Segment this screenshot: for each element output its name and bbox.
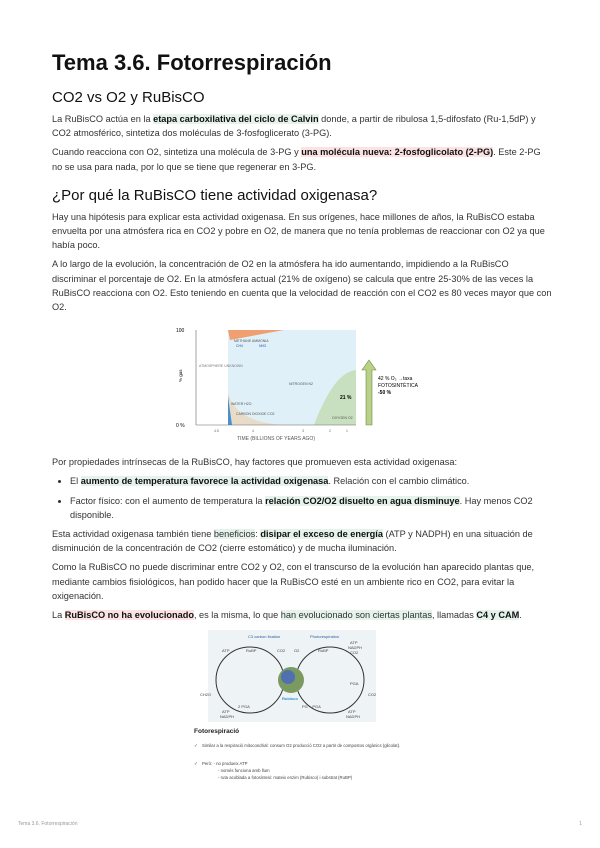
svg-text:CARBON DIOXIDE CO2: CARBON DIOXIDE CO2 [236, 412, 275, 417]
svg-text:42 % O₂ →taxa: 42 % O₂ →taxa [378, 376, 413, 383]
svg-text:✓: ✓ [194, 761, 198, 767]
svg-text:ATP: ATP [350, 640, 358, 646]
footer-title: Tema 3.6. Fotorrespiración [18, 821, 78, 827]
svg-text:ATP: ATP [348, 709, 356, 715]
svg-text:OXYGEN O2: OXYGEN O2 [332, 416, 353, 421]
page-footer [18, 821, 582, 827]
svg-text:Fotorespiració: Fotorespiració [194, 728, 240, 736]
paragraph: Por propiedades intrínsecas de la RuBisCO, hay factores que promueven esta actividad oxigenasa: [52, 457, 457, 468]
paragraph: Hay una hipótesis para explicar esta actividad oxigenasa. En sus orígenes, hace millones de años, la RuBisCO estaba envuelta por una atmósfera rica en CO2 y pobre en O2, de manera que no tenía problemas de reaccionar con O2 ya que había poco. [52, 211, 545, 251]
svg-text:CH2O: CH2O [200, 692, 212, 698]
svg-text:NH3: NH3 [259, 344, 267, 349]
list-item: • El aumento de temperatura favorece la actividad oxigenasa. Relación con el cambio climático. [70, 474, 552, 488]
page-title: Tema 3.6. Fotorrespiración [52, 50, 332, 75]
svg-text:CO2: CO2 [277, 648, 286, 654]
svg-text:Photorespiration: Photorespiration [310, 634, 340, 640]
svg-text:PGA: PGA [350, 681, 359, 687]
svg-text:C3 carbon fixation: C3 carbon fixation [248, 634, 281, 640]
svg-text:Però: - no produeix ATP: Però: - no produeix ATP [202, 761, 248, 767]
section-heading: CO2 vs O2 y RuBisCO [52, 89, 205, 106]
svg-text:21 %: 21 % [340, 395, 352, 402]
svg-text:RuBP: RuBP [246, 648, 257, 654]
svg-text:CH4: CH4 [236, 344, 244, 349]
x-axis-label: TIME (BILLIONS OF YEARS AGO) [237, 436, 315, 443]
svg-text:- només funciona amb llum: - només funciona amb llum [218, 768, 270, 774]
svg-text:✓: ✓ [194, 743, 198, 749]
svg-text:NADPH: NADPH [346, 714, 361, 720]
svg-text:4.5: 4.5 [214, 429, 219, 434]
svg-text:ATP: ATP [222, 648, 230, 654]
svg-text:CO2: CO2 [350, 650, 359, 656]
page-number: 1 [579, 821, 582, 827]
paragraph: A lo largo de la evolución, la concentración de O2 en la atmósfera ha ido aumentando, impidiendo a la RuBisCO discriminar el porcentaje de O2. En la atmósfera actual (21% de oxígeno) se calcula que entre 25-30% de las veces la RuBisCO reacciona con O2. Esto teniendo en cuenta que la velocidad de reacción con el CO2 es 80 veces mayor que con O2. [52, 259, 552, 313]
svg-text:1: 1 [346, 429, 348, 434]
svg-text:Similar a la respiració mitoco: Similar a la respiració mitocondrial: consum O2 producció CO2 a partir de compostos orgànics (glicolat). [202, 743, 401, 749]
svg-text:CO2: CO2 [368, 692, 377, 698]
paragraph: La RuBisCO no ha evolucionado, es la misma, lo que han evolucionado son ciertas plantas, llamadas C4 y CAM. [52, 610, 522, 621]
svg-text:3: 3 [302, 429, 304, 434]
svg-text:NADPH: NADPH [348, 645, 363, 651]
document-page [52, 48, 552, 798]
list-item: • Factor físico: con el aumento de temperatura la relación CO2/O2 disuelto en agua disminuye. Hay menos CO2 disponible. [70, 494, 552, 522]
svg-text:4: 4 [252, 429, 254, 434]
paragraph: Como la RuBisCO no puede discriminar entre CO2 y O2, con el transcurso de la evolución han aparecido plantas que, mediante cambios fisiológicos, han podido hacer que la RuBisCO esté en un ambiente rico en CO2, para evitar la oxigenación. [52, 562, 535, 601]
svg-text:% gas: % gas [178, 369, 183, 383]
svg-text:100: 100 [176, 328, 185, 335]
section-heading: ¿Por qué la RuBisCO tiene actividad oxigenasa? [52, 186, 378, 204]
atmosphere-composition-figure [174, 322, 424, 442]
svg-text:PG + PGA: PG + PGA [302, 704, 321, 710]
bullet-list [70, 474, 552, 522]
svg-text:METHANE AMMONIA: METHANE AMMONIA [234, 339, 269, 344]
svg-text:-50 %: -50 % [378, 390, 392, 397]
svg-text:WATER H2O: WATER H2O [231, 402, 252, 407]
svg-text:NITROGEN N2: NITROGEN N2 [289, 382, 313, 387]
svg-text:- ruta acoblada a fotosíntesi:: - ruta acoblada a fotosíntesi: mateix enzim (Rubisco) i substrat (RuBP) [218, 775, 353, 781]
svg-text:ATMOSPHERE UNKNOWN: ATMOSPHERE UNKNOWN [199, 364, 243, 369]
arrow-up-icon [362, 360, 376, 425]
photorespiration-figure [180, 630, 412, 798]
svg-text:2 PGA: 2 PGA [238, 704, 250, 710]
svg-text:O2: O2 [294, 648, 300, 654]
paragraph: La RuBisCO actúa en la etapa carboxilativa del ciclo de Calvin donde, a partir de ribulosa 1,5-difosfato (Ru-1,5dP) y CO2 atmosférico, sintetiza dos moléculas de 3-fosfoglicerato (3-PG). [52, 114, 536, 139]
svg-text:0 %: 0 % [176, 423, 185, 430]
svg-text:Rubisco: Rubisco [282, 696, 298, 702]
svg-text:NADPH: NADPH [220, 714, 235, 720]
paragraph: Esta actividad oxigenasa también tiene beneficios: disipar el exceso de energía (ATP y NADPH) en una situación de disminución de la concentración de CO2 (cierre estomático) y de mucha iluminación. [52, 529, 533, 554]
svg-text:FOTOSINTÈTICA: FOTOSINTÈTICA [378, 383, 418, 390]
paragraph: Cuando reacciona con O2, sintetiza una molécula de 3-PG y una molécula nueva: 2-fosfoglicolato (2-PG). Este 2-PG no se usa para nada, por lo que se tiene que regenerar en 3-PG. [52, 147, 541, 172]
svg-text:RuBP: RuBP [318, 648, 329, 654]
svg-text:2: 2 [329, 429, 331, 434]
svg-text:ATP: ATP [222, 709, 230, 715]
